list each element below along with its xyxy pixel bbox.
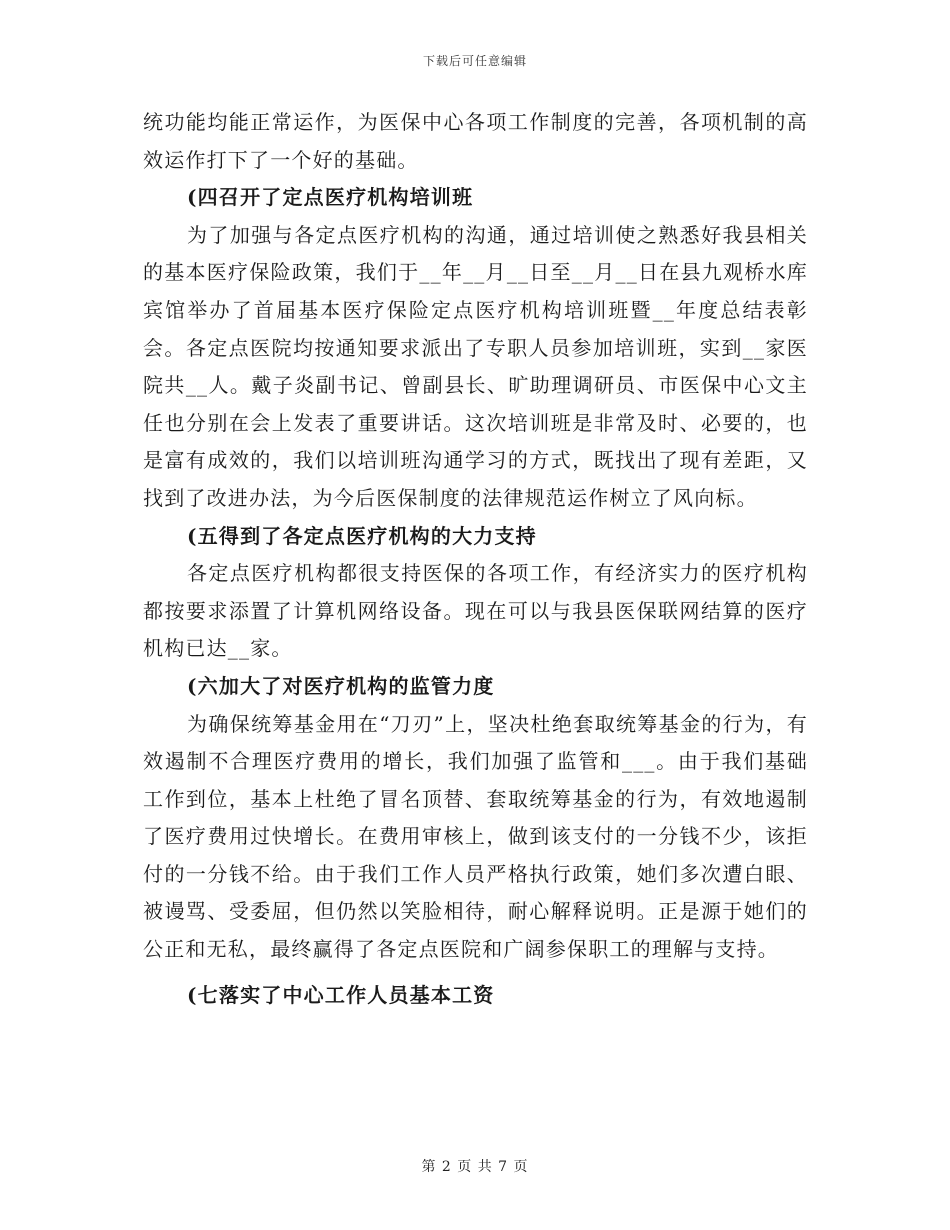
section-heading-4: (四召开了定点医疗机构培训班 <box>187 185 474 210</box>
section-heading-5: (五得到了各定点医疗机构的大力支持 <box>187 523 537 548</box>
section-heading-7: (七落实了中心工作人员基本工资 <box>187 982 495 1007</box>
document-body <box>143 104 808 1014</box>
page-number: 第 2 页 共 7 页 <box>421 1159 529 1175</box>
paragraph-continued: 统功能均能正常运作，为医保中心各项工作制度的完善，各项机制的高效运作打下了一个好的基础。 <box>143 110 808 172</box>
paragraph-support: 各定点医疗机构都很支持医保的各项工作，有经济实力的医疗机构都按要求添置了计算机网络设备。现在可以与我县医保联网结算的医疗机构已达__家。 <box>143 561 808 661</box>
page-header-note: 下载后可任意编辑 <box>422 54 527 68</box>
paragraph-supervision: 为确保统筹基金用在“刀刃”上，坚决杜绝套取统筹基金的行为，有效遏制不合理医疗费用的增长，我们加强了监管和___。由于我们基础工作到位，基本上杜绝了冒名顶替、套取统筹基金的行为，有效地遏制了医疗费用过快增长。在费用审核上，做到该支付的一分钱不少，该拒付的一分钱不给。由于我们工作人员严格执行政策，她们多次遭白眼、被谩骂、受委屈，但仍然以笑脸相待，耐心解释说明。正是源于她们的公正和无私，最终赢得了各定点医院和广阔参保职工的理解与支持。 <box>143 711 808 962</box>
paragraph-training: 为了加强与各定点医疗机构的沟通，通过培训使之熟悉好我县相关的基本医疗保险政策，我们于__年__月__日至__月__日在县九观桥水库宾馆举办了首届基本医疗保险定点医疗机构培训班暨__年度总结表彰会。各定点医院均按通知要求派出了专职人员参加培训班，实到__家医院共__人。戴子炎副书记、曾副县长、旷助理调研员、市医保中心文主任也分别在会上发表了重要讲话。这次培训班是非常及时、必要的，也是富有成效的，我们以培训班沟通学习的方式，既找出了现有差距，又找到了改进办法，为今后医保制度的法律规范运作树立了风向标。 <box>143 222 808 510</box>
section-heading-6: (六加大了对医疗机构的监管力度 <box>187 673 495 698</box>
